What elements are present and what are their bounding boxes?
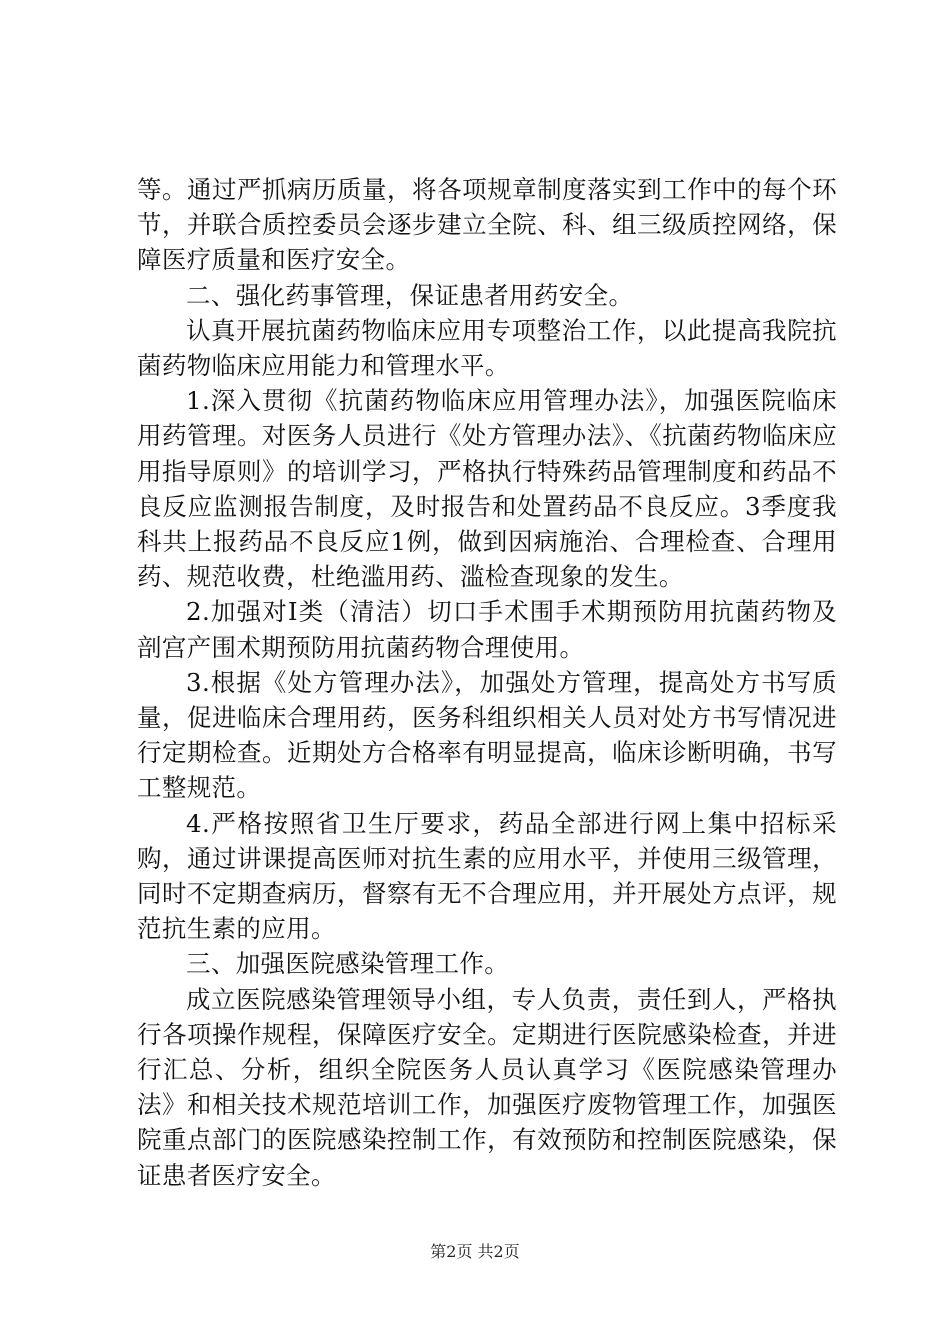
list-item-4: 4.严格按照省卫生厅要求，药品全部进行网上集中招标采购，通过讲课提高医师对抗生素的应用水平，并使用三级管理，同时不定期查病历，督察有无不合理应用，并开展处方点评，规范抗生素的应用。 bbox=[137, 808, 837, 944]
section-heading-2: 二、强化药事管理，保证患者用药安全。 bbox=[186, 280, 634, 310]
paragraph-infection-management: 成立医院感染管理领导小组，专人负责，责任到人，严格执行各项操作规程，保障医疗安全。定期进行医院感染检查，并进行汇总、分析，组织全院医务人员认真学习《医院感染管理办法》和相关技术规范培训工作，加强医疗废物管理工作，加强医院重点部门的医院感染控制工作，有效预防和控制医院感染，保证患者医疗安全。 bbox=[137, 984, 837, 1190]
paragraph-continuation: 等。通过严抓病历质量，将各项规章制度落实到工作中的每个环节，并联合质控委员会逐步建立全院、科、组三级质控网络，保障医疗质量和医疗安全。 bbox=[137, 175, 837, 275]
paragraph-antibiotic-intro: 认真开展抗菌药物临床应用专项整治工作，以此提高我院抗菌药物临床应用能力和管理水平。 bbox=[137, 315, 837, 381]
section-heading-3: 三、加强医院感染管理工作。 bbox=[186, 949, 510, 979]
list-item-2: 2.加强对Ⅰ类（清洁）切口手术围手术期预防用抗菌药物及剖宫产围术期预防用抗菌药物合理使用。 bbox=[137, 597, 837, 662]
list-item-1: 1.深入贯彻《抗菌药物临床应用管理办法》，加强医院临床用药管理。对医务人员进行《处方管理办法》、《抗菌药物临床应用指导原则》的培训学习，严格执行特殊药品管理制度和药品不良反应监测报告制度，及时报告和处置药品不良反应。3季度我科共上报药品不良反应1例，做到因病施治、合理检查、合理用药、规范收费，杜绝滥用药、滥检查现象的发生。 bbox=[137, 386, 837, 592]
page-footer: 第2页 共2页 bbox=[430, 1242, 520, 1261]
list-item-3: 3.根据《处方管理办法》，加强处方管理，提高处方书写质量，促进临床合理用药，医务科组织相关人员对处方书写情况进行定期检查。近期处方合格率有明显提高，临床诊断明确，书写工整规范。 bbox=[137, 667, 837, 803]
document-body bbox=[137, 172, 837, 1193]
